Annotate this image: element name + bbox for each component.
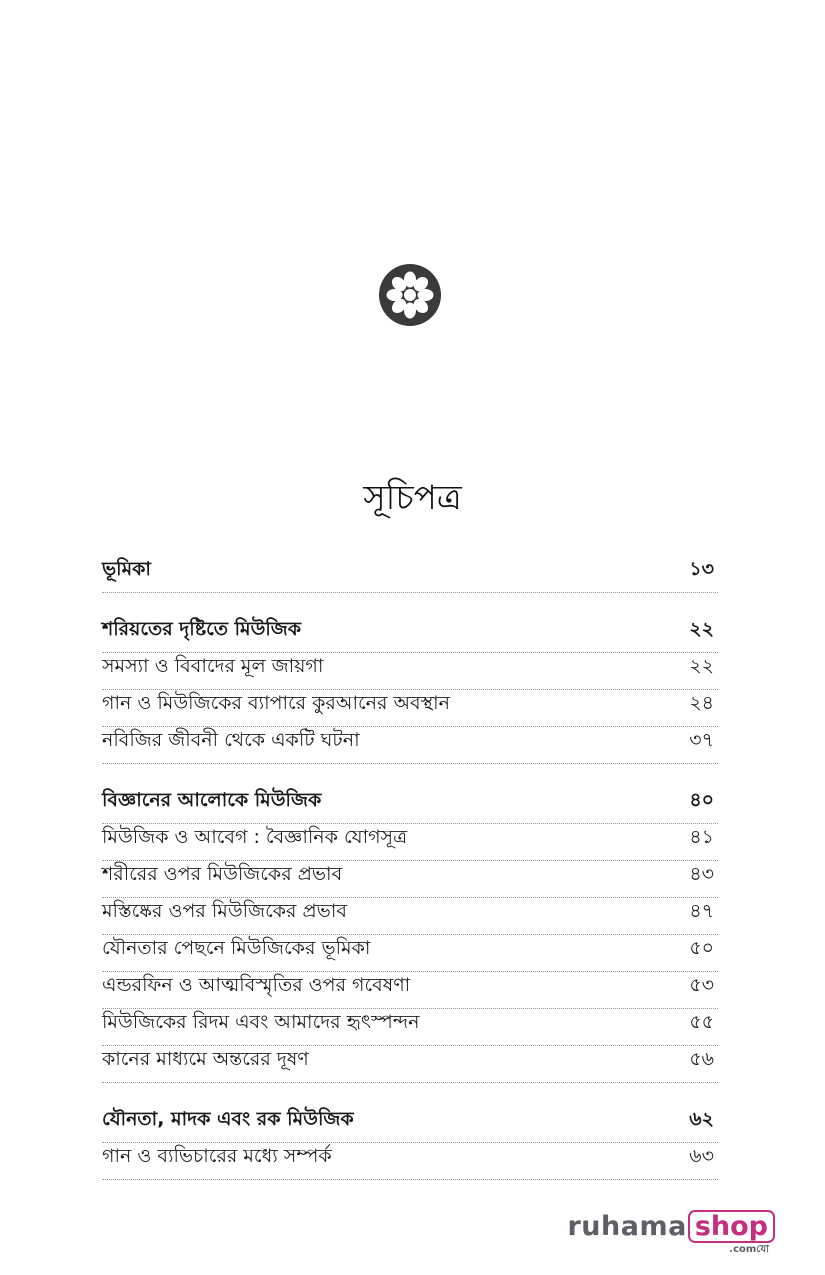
toc-entry	[102, 972, 718, 1009]
toc-entry-label: নবিজির জীবনী থেকে একটি ঘটনা	[102, 729, 360, 751]
toc-entry-page: ২২	[689, 618, 714, 640]
toc-entry	[102, 1143, 718, 1180]
toc-entry	[102, 898, 718, 935]
toc-entry-page: ৫০	[689, 937, 714, 959]
toc-entry-page: ৪০	[689, 789, 714, 811]
toc-entry-label: যৌনতার পেছনে মিউজিকের ভূমিকা	[102, 937, 371, 959]
toc-entry-label: যৌনতা, মাদক এবং রক মিউজিক	[102, 1108, 354, 1130]
toc-entry-label: এন্ডরফিন ও আত্মবিস্মৃতির ওপর গবেষণা	[102, 974, 411, 996]
toc-entry	[102, 1009, 718, 1046]
toc-entry-page: ৬৩	[689, 1145, 714, 1167]
toc-entry-label: কানের মাধ্যমে অন্তরের দূষণ	[102, 1048, 309, 1070]
toc-entry-page: ৩৭	[689, 729, 714, 751]
toc-entry-label: মিউজিকের রিদম এবং আমাদের হৃৎস্পন্দন	[102, 1011, 420, 1033]
toc-entry-page: ৪৭	[689, 900, 714, 922]
toc-entry-page: ৪১	[689, 826, 714, 848]
toc-section-heading	[102, 787, 718, 824]
toc-entry-page: ৬২	[689, 1108, 714, 1130]
toc-entry-page: ৫৬	[689, 1048, 714, 1070]
flower-ornament-icon	[379, 264, 441, 326]
toc-entry-page: ৫৫	[689, 1011, 714, 1033]
logo-text-com: .comযো	[729, 1244, 769, 1255]
toc-entry	[102, 653, 718, 690]
toc-entry-label: ভূমিকা	[102, 558, 151, 580]
logo-text-ruhama: ruhama	[567, 1211, 687, 1242]
toc-entry-page: ২২	[689, 655, 714, 677]
publisher-logo	[567, 1210, 775, 1255]
logo-shop-box	[688, 1210, 775, 1255]
toc-entry	[102, 824, 718, 861]
toc-entry	[102, 690, 718, 727]
toc-entry-label: শরীরের ওপর মিউজিকের প্রভাব	[102, 863, 343, 885]
toc-entry-label: সমস্যা ও বিবাদের মূল জায়গা	[102, 655, 324, 677]
toc-entry	[102, 727, 718, 764]
toc-entry-label: গান ও ব্যভিচারের মধ্যে সম্পর্ক	[102, 1145, 332, 1167]
toc-entry-label: শরিয়তের দৃষ্টিতে মিউজিক	[102, 618, 302, 640]
toc-entry-page: ৪৩	[689, 863, 714, 885]
toc-section-heading	[102, 556, 718, 593]
toc-entry-label: মিউজিক ও আবেগ : বৈজ্ঞানিক যোগসূত্র	[102, 826, 408, 848]
toc-entry-label: মস্তিষ্কের ওপর মিউজিকের প্রভাব	[102, 900, 347, 922]
toc-entry-page: ২৪	[689, 692, 714, 714]
toc-section-heading	[102, 1106, 718, 1143]
toc-entry-label: গান ও মিউজিকের ব্যাপারে কুরআনের অবস্থান	[102, 692, 450, 714]
toc-entry-page: ১৩	[689, 558, 714, 580]
toc-entry	[102, 861, 718, 898]
page-title: সূচিপত্র	[363, 478, 462, 518]
toc-section-heading	[102, 616, 718, 653]
toc-entry-label: বিজ্ঞানের আলোকে মিউজিক	[102, 789, 322, 811]
toc-entry	[102, 1046, 718, 1083]
logo-text-shop: shop	[694, 1211, 768, 1242]
table-of-contents	[102, 556, 718, 1180]
toc-entry-page: ৫৩	[689, 974, 714, 996]
toc-entry	[102, 935, 718, 972]
